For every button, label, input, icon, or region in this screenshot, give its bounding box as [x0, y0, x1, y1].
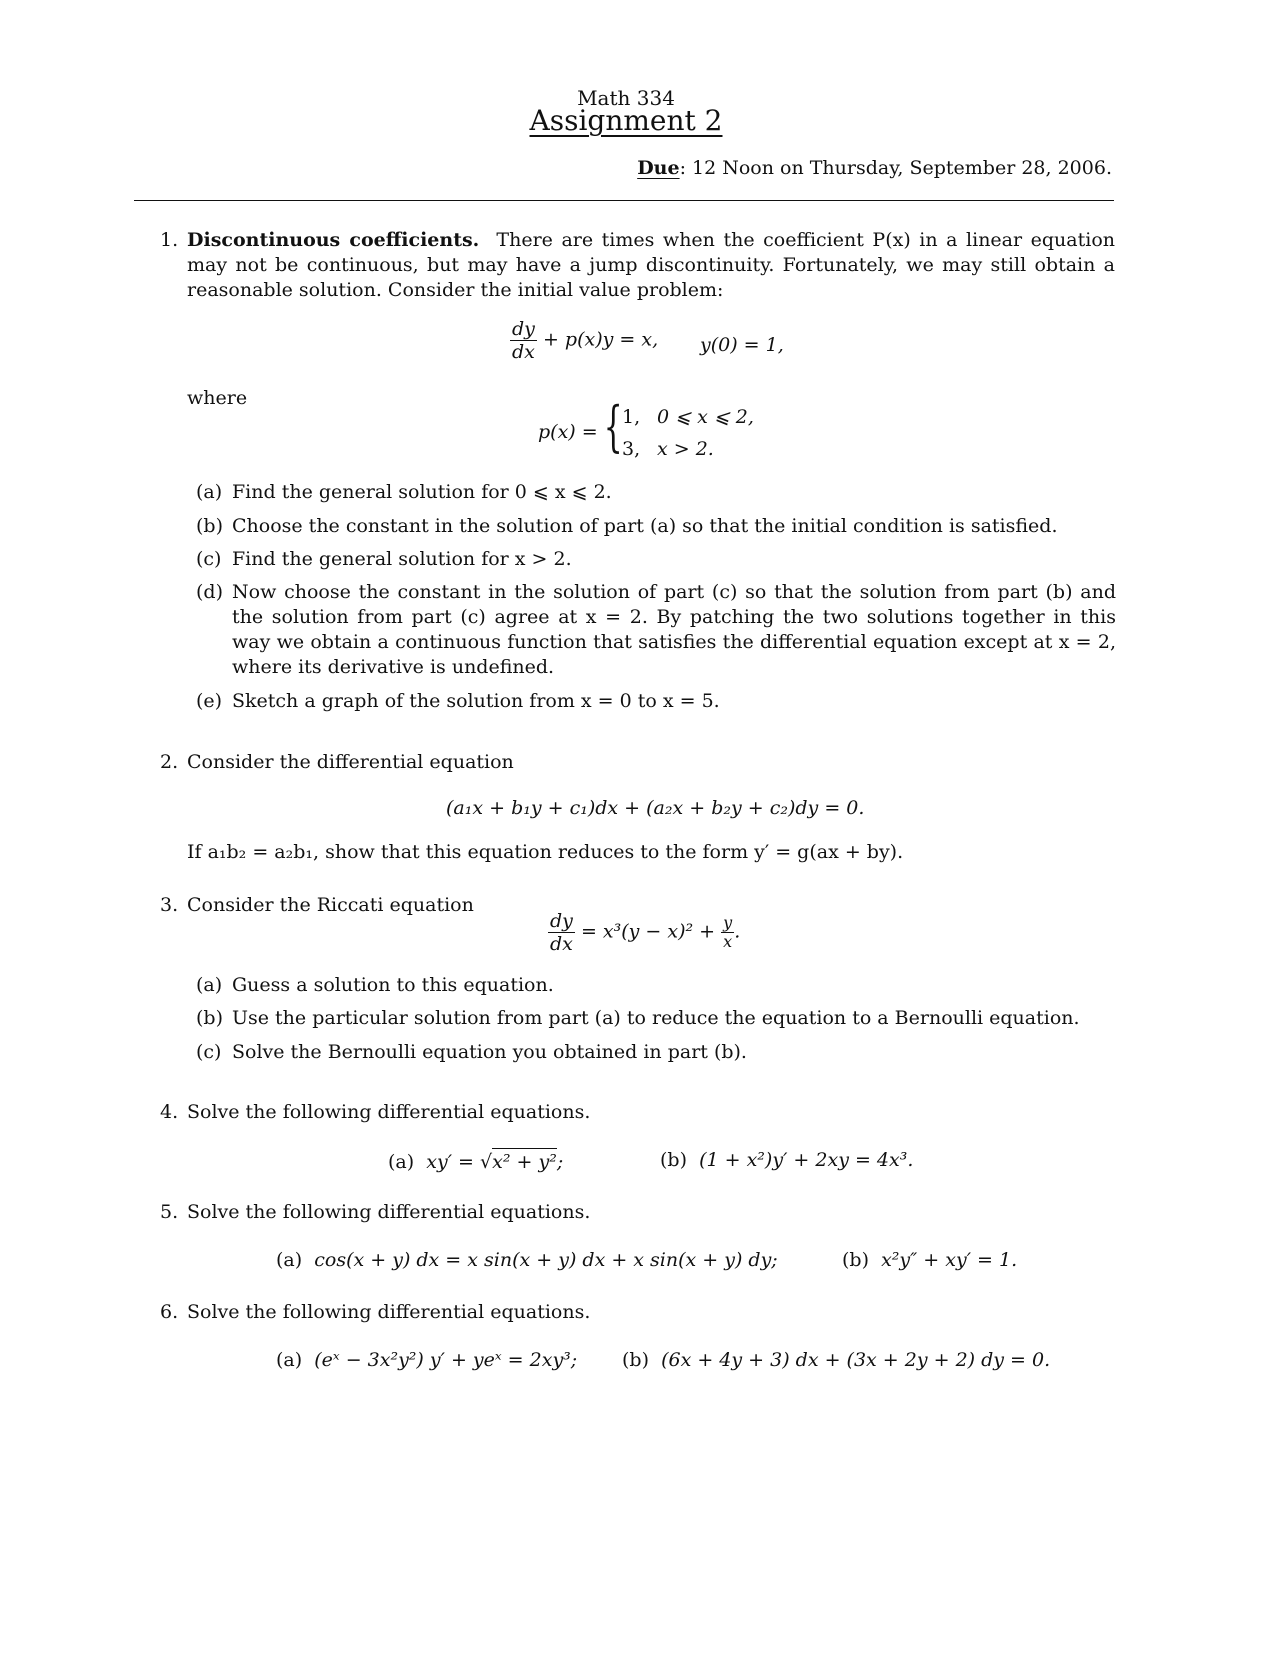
problem-4b-text: (1 + x²)y′ + 2xy = 4x³. [699, 1149, 914, 1171]
problem-5-number: 5. [160, 1201, 179, 1223]
where-label: where [187, 387, 248, 409]
case-1-value: 1, [622, 406, 641, 428]
problem-6b-equation [622, 1348, 1050, 1373]
problem-5b-text: x²y″ + xy′ = 1. [881, 1249, 1018, 1271]
due-label: Due [637, 157, 680, 179]
case-1-condition: 0 ⩽ x ⩽ 2, [657, 406, 754, 428]
sqrt-sign-icon: √ [480, 1151, 493, 1173]
problem-2-intro: Consider the differential equation [187, 751, 514, 773]
problem-1-number: 1. [160, 229, 179, 251]
equation-rest: + p(x)y = x, [542, 328, 659, 351]
problem-1b-text: Choose the constant in the solution of part (a) so that the initial condition is satisfied. [232, 515, 1058, 537]
problem-3a-label: (a) [196, 974, 223, 996]
problem-5-intro: Solve the following differential equations. [187, 1201, 591, 1223]
problem-1c-label: (c) [196, 548, 222, 570]
px-lhs: p(x) = [538, 421, 598, 443]
riccati-middle: = x³(y − x)² + [580, 920, 716, 943]
course-name: Math 334 [577, 86, 675, 110]
problem-5b-equation [842, 1248, 1017, 1273]
problem-1-equation [510, 318, 658, 363]
problem-4b-label: (b) [660, 1149, 687, 1171]
problem-1-intro [187, 228, 1115, 303]
dy-dx-fraction [510, 318, 537, 363]
problem-3-number: 3. [160, 894, 179, 916]
problem-6a-equation [276, 1348, 577, 1373]
problem-3-intro: Consider the Riccati equation [187, 894, 474, 916]
problem-1e-label: (e) [196, 690, 223, 712]
initial-condition: y(0) = 1, [700, 334, 784, 356]
problem-6-number: 6. [160, 1301, 179, 1323]
problem-4a-lhs: xy′ = [426, 1151, 474, 1173]
header-divider [134, 200, 1114, 201]
problem-2-equation: (a₁x + b₁y + c₁)dx + (a₂x + b₂y + c₂)dy = 0. [446, 797, 865, 819]
problem-4a-end: ; [556, 1151, 564, 1173]
problem-3b-label: (b) [196, 1007, 223, 1029]
problem-5a-label: (a) [276, 1249, 303, 1271]
problem-3c-label: (c) [196, 1041, 222, 1063]
problem-1c-text: Find the general solution for x > 2. [232, 548, 572, 570]
problem-4a-label: (a) [388, 1151, 415, 1173]
fraction-denominator: dx [512, 341, 535, 363]
fraction-numerator: dy [550, 910, 573, 932]
problem-1b-label: (b) [196, 515, 223, 537]
problem-5a-equation [276, 1248, 778, 1273]
problem-2-text: If a₁b₂ = a₂b₁, show that this equation reduces to the form y′ = g(ax + by). [187, 841, 904, 863]
problem-1a-text: Find the general solution for 0 ⩽ x ⩽ 2. [232, 481, 612, 503]
due-line [637, 156, 1112, 181]
problem-4a-equation [388, 1148, 563, 1175]
page-title: Assignment 2 [529, 104, 723, 137]
problem-1d-text: Now choose the constant in the solution of part (c) so that the solution from part (b) and the solution from part (c) agree at x = 2. By patching the two solutions together in this way we obtain a continuous function that satisfies the differential equation except at x = 2, where its derivative is undefined. [232, 581, 1116, 678]
riccati-equation [548, 910, 740, 955]
fraction-numerator: y [723, 913, 733, 932]
case-2-condition: x > 2. [657, 438, 714, 460]
problem-6a-label: (a) [276, 1349, 303, 1371]
fraction-numerator: dy [512, 318, 535, 340]
problem-6a-text: (eˣ − 3x²y²) y′ + yeˣ = 2xy³; [314, 1349, 578, 1371]
y-over-x-fraction [721, 914, 734, 951]
problem-5a-text: cos(x + y) dx = x sin(x + y) dx + x sin(x + y) dy; [314, 1249, 778, 1271]
problem-6b-label: (b) [622, 1349, 649, 1371]
problem-6b-text: (6x + 4y + 3) dx + (3x + 2y + 2) dy = 0. [661, 1349, 1051, 1371]
problem-4b-equation [660, 1148, 913, 1173]
problem-4a-radicand: x² + y² [492, 1148, 557, 1175]
problem-2-number: 2. [160, 751, 179, 773]
problem-3c-text: Solve the Bernoulli equation you obtained in part (b). [232, 1041, 747, 1063]
fraction-denominator: x [723, 932, 733, 951]
problem-1a-label: (a) [196, 481, 223, 503]
problem-1-intro-text: There are times when the coefficient P(x) in a linear equation may not be continuous, but may have a jump discontinuity. Fortunately, we may still obtain a reasonable solution. Consider the initial value problem: [187, 229, 1115, 301]
fraction-denominator: dx [550, 933, 573, 955]
problem-4-intro: Solve the following differential equations. [187, 1101, 591, 1123]
riccati-end: . [734, 920, 741, 943]
problem-3b-text: Use the particular solution from part (a) to reduce the equation to a Bernoulli equation. [232, 1007, 1080, 1029]
problem-3a-text: Guess a solution to this equation. [232, 974, 554, 996]
problem-1d-label: (d) [196, 581, 223, 603]
problem-1e-text: Sketch a graph of the solution from x = 0 to x = 5. [232, 690, 720, 712]
brace-icon: { [603, 395, 623, 458]
due-text: : 12 Noon on Thursday, September 28, 2006. [679, 157, 1112, 179]
problem-5b-label: (b) [842, 1249, 869, 1271]
problem-6-intro: Solve the following differential equations. [187, 1301, 591, 1323]
problem-4-number: 4. [160, 1101, 179, 1123]
riccati-dy-dx-fraction [548, 910, 575, 955]
case-2-value: 3, [622, 438, 641, 460]
problem-1-heading: Discontinuous coefficients. [187, 229, 480, 251]
